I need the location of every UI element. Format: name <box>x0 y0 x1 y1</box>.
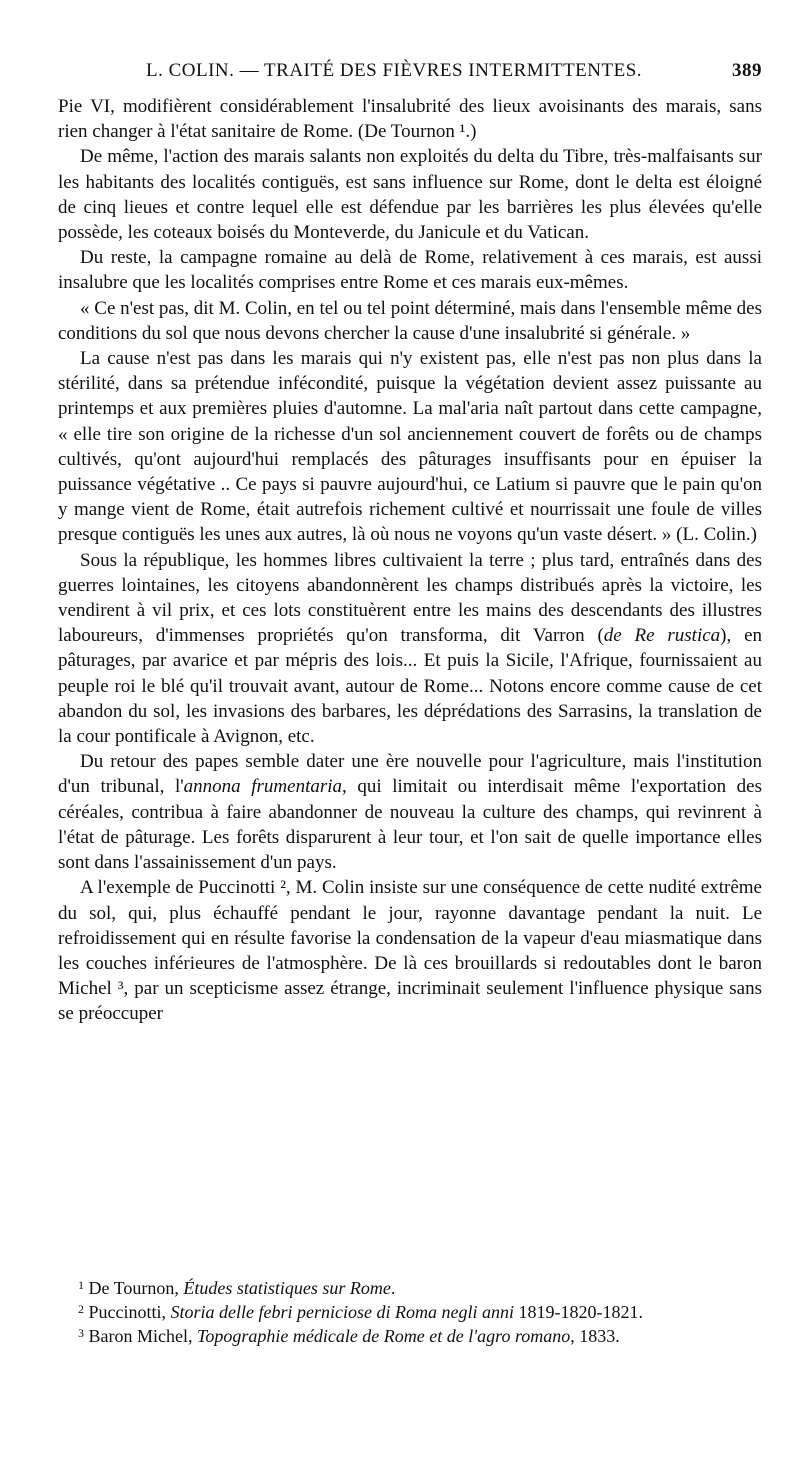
paragraph-text: De même, l'action des marais salants non exploités du delta du Tibre, très-malfaisants sur les habitants des localités contiguës, est sans influence sur Rome, dont le delta est éloigné de cinq lieues et contre lequel elle est défendue par les barrières les plus élevées qu'elle possède, les coteaux boisés du Monteverde, du Janicule et du Vatican. <box>58 146 762 244</box>
footnote-author: Puccinotti, <box>88 1302 171 1322</box>
footnotes <box>58 1276 762 1348</box>
body-text <box>58 94 762 1027</box>
paragraph <box>58 245 762 295</box>
paragraph-text: Du reste, la campagne romaine au delà de Rome, relativement à ces marais, est aussi insalubre que les localités comprises entre Rome et ces marais eux-mêmes. <box>58 247 762 294</box>
running-title: L. COLIN. — TRAITÉ DES FIÈVRES INTERMITTENTES. <box>146 60 643 81</box>
footnote-author: De Tournon, <box>88 1278 184 1298</box>
footnote <box>58 1276 762 1300</box>
paragraph <box>58 875 762 1026</box>
paragraph-text: , qui limitait ou interdisait même l'exportation des céréales, contribua à faire abandonner de nouveau la culture des champs, qui revinrent à l'état de pâturage. Les forêts disparurent à leur tour, et l'on sait de quelle importance elles sont dans l'assainissement d'un pays. <box>58 776 762 874</box>
footnote <box>58 1300 762 1324</box>
paragraph-text: La cause n'est pas dans les marais qui n'y existent pas, elle n'est pas non plus dans la stérilité, dans sa prétendue infécondité, puisque la végétation devient assez puissante au printemps et aux premières pluies d'automne. La mal'aria naît partout dans cette campagne, « elle tire son origine de la richesse d'un sol anciennement couvert de forêts ou de champs cultivés, qu'ont aujourd'hui remplacés des pâturages insuffisants pour en épuiser la puissance végétative .. Ce pays si pauvre aujourd'hui, ce Latium si pauvre que le pain qu'on y mange vient de Rome, était autrefois richement cultivé et nourrissait une foule de villes presque contiguës les unes aux autres, là où nous ne voyons qu'un vaste désert. » (L. Colin.) <box>58 348 762 546</box>
footnote <box>58 1324 762 1348</box>
paragraph <box>58 144 762 245</box>
paragraph <box>58 548 762 750</box>
book-page <box>58 56 762 1346</box>
page-header <box>58 56 762 86</box>
paragraph-text: « Ce n'est pas, dit M. Colin, en tel ou tel point déterminé, mais dans l'ensemble même des conditions du sol que nous devons chercher la cause d'une insalubrité si générale. » <box>58 297 762 344</box>
footnote-author: Baron Michel, <box>88 1326 197 1346</box>
paragraph-text: A l'exemple de Puccinotti ², M. Colin insiste sur une conséquence de cette nudité extrême du sol, qui, plus échauffé pendant le jour, rayonne davantage pendant la nuit. Le refroidissement qui en résulte favorise la condensation de la vapeur d'eau miasmatique dans les couches inférieures de l'atmosphère. De là ces brouillards si redoutables dont le baron Michel ³, par un scepticisme assez étrange, incriminait seulement l'influence physique sans se préoccuper <box>58 877 762 1025</box>
footnote-mark: 1 <box>78 1278 84 1292</box>
paragraph-text: Du retour des papes semble dater une ère nouvelle pour l'agriculture, mais l'institution d'un tribunal, l' <box>58 751 762 798</box>
footnote-title: Topographie médicale de Rome et de l'agro romano <box>196 1326 571 1346</box>
paragraph <box>58 94 762 144</box>
footnote-rest: , 1833. <box>570 1326 620 1346</box>
footnote-rest: 1819-1820-1821. <box>513 1302 643 1322</box>
paragraph-text: Sous la république, les hommes libres cultivaient la terre ; plus tard, entraînés dans des guerres lointaines, les citoyens abandonnèrent les champs distribués après la victoire, les vendirent à vil prix, et ces lots constituèrent entre les mains des descendants des illustres laboureurs, d'immenses propriétés qu'on transforma, dit Varron ( <box>58 549 762 647</box>
footnote-title: Storia delle febri perniciose di Roma negli anni <box>170 1302 514 1322</box>
paragraph <box>58 749 762 875</box>
paragraph <box>58 346 762 548</box>
footnote-mark: 3 <box>78 1326 84 1340</box>
footnote-mark: 2 <box>78 1302 84 1316</box>
paragraph <box>58 296 762 346</box>
page-number: 389 <box>732 60 762 81</box>
italic-title: de Re rustica <box>603 625 721 647</box>
footnote-rest: . <box>390 1278 396 1298</box>
paragraph-text: ), en pâturages, par avarice et par mépris des lois... Et puis la Sicile, l'Afrique, fournissaient au peuple roi le blé qu'il trouvait avant, autour de Rome... Notons encore comme cause de cet abandon du sol, les invasions des barbares, les déprédations des Sarrasins, la translation de la cour pontificale à Avignon, etc. <box>58 625 762 748</box>
footnote-title: Études statistiques sur Rome <box>183 1278 391 1298</box>
italic-term: annona frumentaria <box>183 776 343 798</box>
paragraph-text: Pie VI, modifièrent considérablement l'insalubrité des lieux avoisinants des marais, sans rien changer à l'état sanitaire de Rome. (De Tournon ¹.) <box>58 96 762 143</box>
